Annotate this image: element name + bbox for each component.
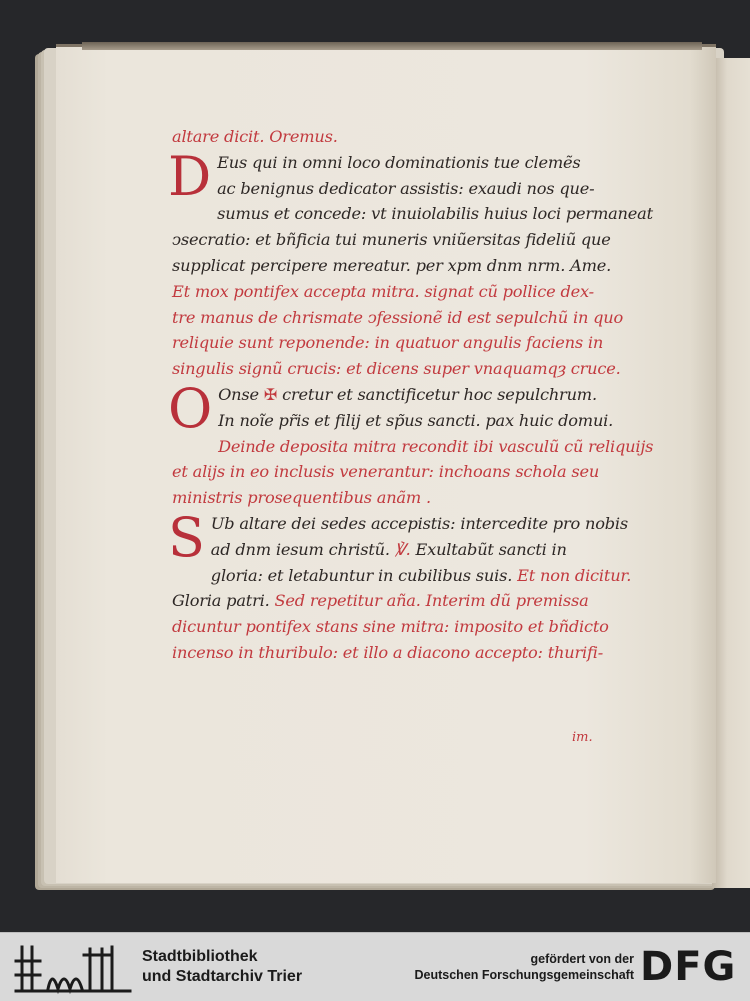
ink-text: supplicat percipere mereatur. per xpm dnm nrm. Ame. [172,255,612,275]
manuscript-line [172,279,642,305]
rubric-text: dicuntur pontifex stans sine mitra: imposito et bñdicto [172,617,609,637]
manuscript-line [172,356,642,382]
ink-text: Exultabũt sancti in [410,539,567,559]
manuscript-line [172,434,654,460]
ink-text: Ub altare dei sedes accepistis: intercedite pro nobis [210,513,628,533]
institution-name [142,947,302,987]
rubric-text: ℣. [394,539,411,559]
manuscript-line [172,201,653,227]
rubric-text: incenso in thuribulo: et illo a diacono accepto: thurifi- [172,642,604,662]
dfg-logo: DFG [640,944,737,990]
decorated-initial: S [168,505,205,569]
institution-line-2: und Stadtarchiv Trier [142,968,303,985]
funder-text [415,951,635,983]
manuscript-line [172,305,642,331]
ink-text: Gloria patri. [172,591,275,611]
manuscript-line [172,408,642,434]
funder-line-2: Deutschen Forschungsgemeinschaft [414,968,634,982]
manuscript-line [172,330,642,356]
rubric-text: altare dicit. [172,127,265,146]
rubric-text: Et non dicitur. [517,565,632,585]
rubric-text: Oremus. [264,127,338,146]
decorated-initial: O [168,376,213,440]
rubric-text: reliquie sunt reponende: in quatuor angulis faciens in [172,333,604,353]
rubric-text: Deinde deposita mitra recondit ibi vasculũ cũ reliquijs [218,436,654,456]
manuscript-line [172,485,642,511]
ink-text: Onse [218,384,264,404]
manuscript-line [172,640,642,666]
rubric-text: tre manus de chrismate ↄfessionẽ id est sepulchũ in quo [172,307,624,327]
manuscript-line [172,563,642,589]
decorated-initial: D [168,144,212,208]
ink-text: gloria: et letabuntur in cubilibus suis. [210,565,518,585]
manuscript-line [172,537,642,563]
manuscript-line [172,459,642,485]
rubric-text: et alijs in eo inclusis venerantur: inchoans schola seu [172,462,600,482]
rubric-text: singulis signũ crucis: et dicens super vnaquamqȝ cruce. [172,359,621,379]
manuscript-line [172,614,642,640]
ink-text: ac benignus dedicator assistis: exaudi nos que- [217,178,595,198]
ink-text: cretur et sanctificetur hoc sepulchrum. [277,384,597,404]
ink-text: sumus et concede: vt inuiolabilis huius loci permaneat [217,204,653,224]
manuscript-text [168,124,654,666]
manuscript-line [172,124,642,150]
institution-line-1: Stadtbibliothek [142,948,258,965]
manuscript-line [172,588,642,614]
funder-line-1: gefördert von der [530,952,634,966]
rubric-text: Et mox pontifex accepta mitra. signat cũ pollice dex- [172,281,594,301]
cross-symbol: ✠ [263,384,278,404]
ink-text: In noĩe pr̃is et filij et sp̃us sancti. pax huic domui. [218,410,614,430]
footer-bar [0,932,750,1001]
catchword: im. [572,730,593,745]
library-logo-icon [14,939,134,995]
manuscript-line [172,253,642,279]
manuscript-line [172,227,642,253]
ink-text: ↄsecratio: et bñficia tui muneris vniũersitas fideliũ que [172,230,611,250]
ink-text: Eus qui in omni loco dominationis tue clemẽs [217,152,581,172]
page-top-edge [82,42,702,50]
ink-text: ad dnm iesum christũ. [210,539,395,559]
book-binding [712,58,750,888]
rubric-text: ministris prosequentibus anãm . [172,488,431,508]
rubric-text: Sed repetitur aña. Interim dũ premissa [274,591,589,611]
manuscript-line [172,176,642,202]
